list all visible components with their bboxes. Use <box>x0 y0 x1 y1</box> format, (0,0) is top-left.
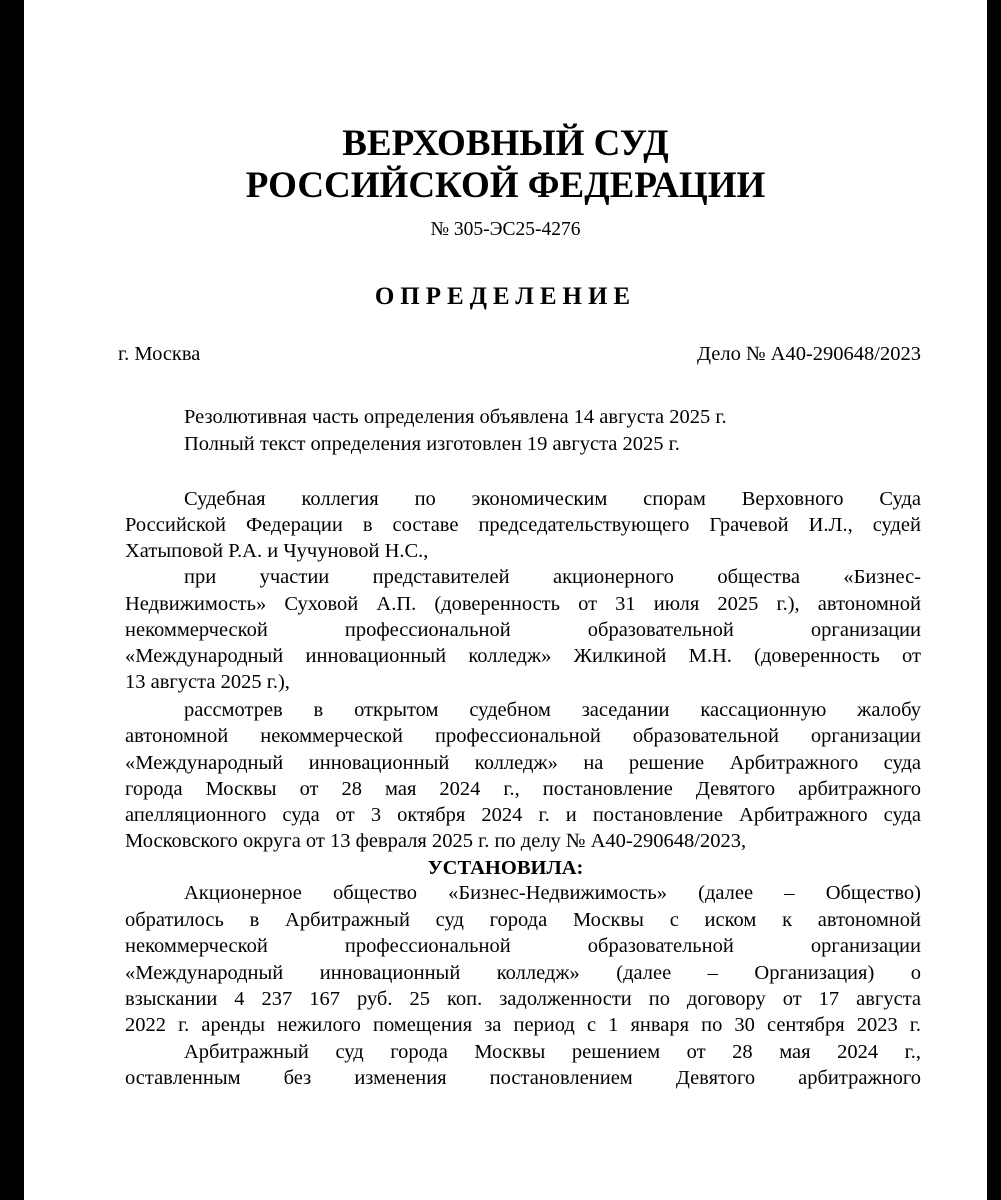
body-line: рассмотрев в открытом судебном заседании кассационную жалобу <box>184 699 921 721</box>
section-heading: УСТАНОВИЛА: <box>427 857 584 879</box>
body-line: Российской Федерации в составе председательствующего Грачевой И.Л., судей <box>125 514 921 536</box>
case-number: Дело № А40-290648/2023 <box>697 343 921 365</box>
document-type: ОПРЕДЕЛЕНИЕ <box>374 283 637 310</box>
body-line: 2022 г. аренды нежилого помещения за период с 1 января по 30 сентября 2023 г. <box>125 1014 921 1036</box>
document-number: № 305-ЭС25-4276 <box>430 219 581 240</box>
body-line: города Москвы от 28 мая 2024 г., постановление Девятого арбитражного <box>125 778 921 800</box>
body-line: Акционерное общество «Бизнес-Недвижимость» (далее – Общество) <box>184 882 921 904</box>
body-line: «Международный инновационный колледж» Жилкиной М.Н. (доверенность от <box>125 645 921 667</box>
document-page <box>24 0 987 1200</box>
body-line: Хатыповой Р.А. и Чучуновой Н.С., <box>125 540 429 562</box>
body-line: взыскании 4 237 167 руб. 25 коп. задолженности по договору от 17 августа <box>125 988 921 1010</box>
court-name-line1: ВЕРХОВНЫЙ СУД <box>342 123 669 164</box>
body-line: 13 августа 2025 г.), <box>125 671 290 693</box>
body-line: «Международный инновационный колледж» на решение Арбитражного суда <box>125 752 921 774</box>
body-line: апелляционного суда от 3 октября 2024 г. и постановление Арбитражного суда <box>125 804 921 826</box>
body-line: при участии представителей акционерного общества «Бизнес- <box>184 566 921 588</box>
body-line: Недвижимость» Суховой А.П. (доверенность от 31 июля 2025 г.), автономной <box>125 593 921 615</box>
court-name-line2: РОССИЙСКОЙ ФЕДЕРАЦИИ <box>245 165 766 206</box>
body-line: «Международный инновационный колледж» (далее – Организация) о <box>125 962 921 984</box>
body-line: автономной некоммерческой профессиональной образовательной организации <box>125 725 921 747</box>
body-line: Московского округа от 13 февраля 2025 г. по делу № А40-290648/2023, <box>125 830 747 852</box>
city: г. Москва <box>118 343 201 365</box>
body-line: Судебная коллегия по экономическим спорам Верховного Суда <box>184 488 921 510</box>
body-line: некоммерческой профессиональной образовательной организации <box>125 935 921 957</box>
body-line: оставленным без изменения постановлением Девятого арбитражного <box>125 1067 921 1089</box>
body-line: обратилось в Арбитражный суд города Москвы с иском к автономной <box>125 909 921 931</box>
announced-date: Резолютивная часть определения объявлена 14 августа 2025 г. <box>184 406 727 428</box>
full-text-date: Полный текст определения изготовлен 19 августа 2025 г. <box>184 433 680 455</box>
body-line: Арбитражный суд города Москвы решением от 28 мая 2024 г., <box>184 1041 921 1063</box>
body-line: некоммерческой профессиональной образовательной организации <box>125 619 921 641</box>
